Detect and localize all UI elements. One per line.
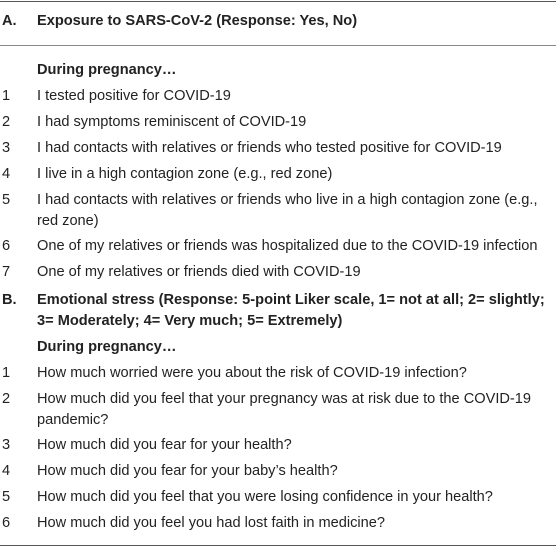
item-text: I tested positive for COVID-19 [37,88,231,104]
item-text: I had contacts with relatives or friends who live in a high contagion zone (e.g., red zone) [37,192,538,229]
section-a-subheading: During pregnancy… [37,62,177,78]
item-text: How much did you feel that you were losing confidence in your health? [37,489,493,505]
item-text: One of my relatives or friends died with COVID-19 [37,264,361,280]
item-text: How much did you feel you had lost faith in medicine? [37,515,386,531]
item-number: 6 [2,238,11,254]
item-number: 6 [2,515,11,531]
item-text: One of my relatives or friends was hospitalized due to the COVID-19 infection [37,238,538,254]
item-text: How much did you fear for your baby’s health? [37,463,338,479]
header-divider [0,45,556,46]
section-b-subheading: During pregnancy… [37,339,177,355]
table-bottom-rule [0,545,556,546]
item-number: 3 [2,140,11,156]
section-b-title: Emotional stress (Response: 5-point Liker scale, 1= not at all; 2= slightly; 3= Moderately; 4= Very much; 5= Extremely) [37,292,545,329]
section-a-letter: A. [2,13,17,29]
item-text: I had contacts with relatives or friends who tested positive for COVID-19 [37,140,502,156]
section-a-title: Exposure to SARS-CoV-2 (Response: Yes, No) [37,13,358,29]
item-number: 3 [2,437,11,453]
section-b-letter: B. [2,292,17,308]
item-number: 1 [2,88,11,104]
item-text: How much worried were you about the risk of COVID-19 infection? [37,365,467,381]
item-number: 2 [2,114,11,130]
item-number: 7 [2,264,11,280]
item-number: 5 [2,192,11,208]
item-number: 5 [2,489,11,505]
item-text: How much did you feel that your pregnancy was at risk due to the COVID-19 pandemic? [37,391,531,428]
item-text: I live in a high contagion zone (e.g., red zone) [37,166,333,182]
item-number: 1 [2,365,11,381]
item-number: 4 [2,463,11,479]
item-number: 2 [2,391,11,407]
item-text: I had symptoms reminiscent of COVID-19 [37,114,307,130]
item-text: How much did you fear for your health? [37,437,292,453]
table-top-rule [0,1,556,2]
item-number: 4 [2,166,11,182]
